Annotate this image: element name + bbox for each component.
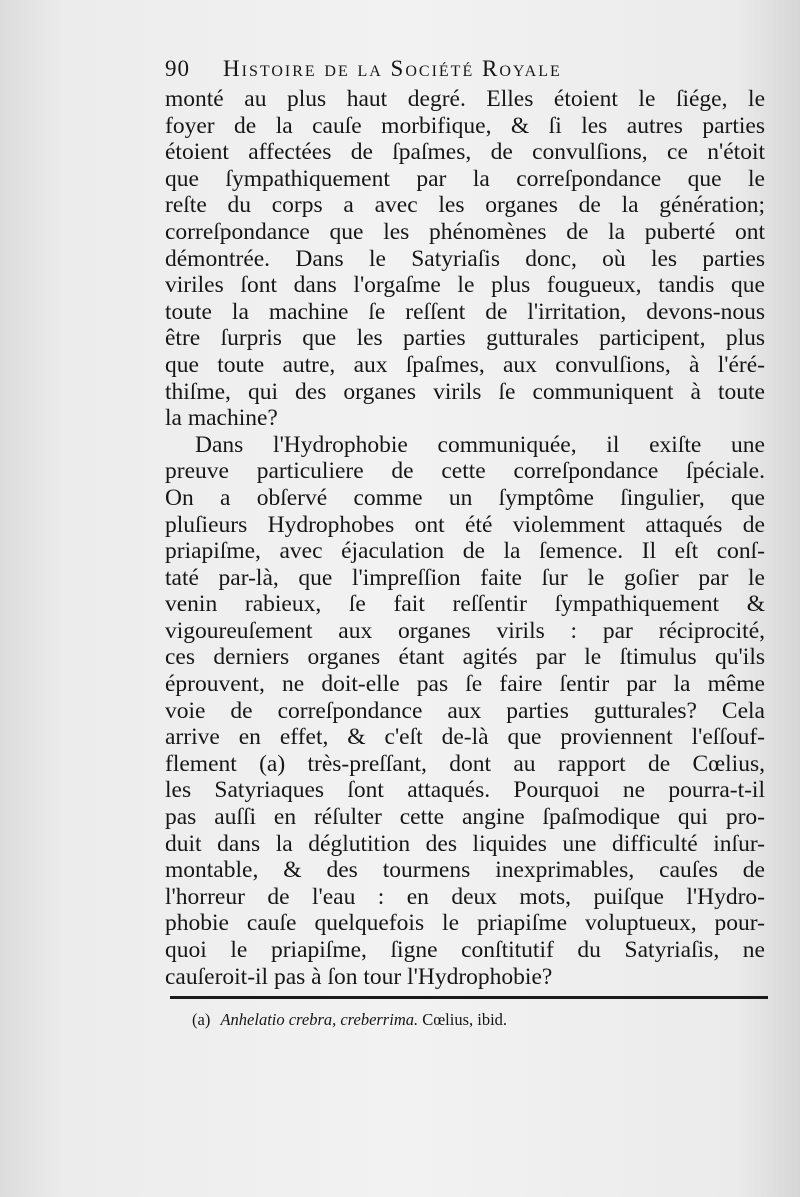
text-line: taté par-là, que l'impreſſion faite ſur le goſier par le xyxy=(165,564,765,591)
text-line: l'horreur de l'eau : en deux mots, puiſque l'Hydro- xyxy=(165,883,765,910)
footnote xyxy=(192,1010,752,1030)
paragraph-end-line: cauſeroit-il pas à ſon tour l'Hydrophobie? xyxy=(165,963,553,990)
page-number: 90 xyxy=(165,56,190,81)
running-title: Histoire de la Société Royale xyxy=(223,56,562,81)
text-line: que toute autre, aux ſpaſmes, aux convulſions, à l'éré- xyxy=(165,351,765,378)
text-line: reſte du corps a avec les organes de la génération; xyxy=(165,192,765,219)
text-line: preuve particuliere de cette correſpondance ſpéciale. xyxy=(165,458,765,485)
text-line: On a obſervé comme un ſymptôme ſingulier, que xyxy=(165,484,765,511)
text-line: éprouvent, ne doit-elle pas ſe faire ſentir par la même xyxy=(165,671,765,698)
text-line: étoient affectées de ſpaſmes, de convulſions, ce n'étoit xyxy=(165,139,765,166)
text-line: toute la machine ſe reſſent de l'irritation, devons-nous xyxy=(165,298,765,325)
text-line: thiſme, qui des organes virils ſe communiquent à toute xyxy=(165,378,765,405)
text-line: monté au plus haut degré. Elles étoient le ſiége, le xyxy=(165,86,765,112)
text-line: démontrée. Dans le Satyriaſis donc, où les parties xyxy=(165,245,765,272)
text-line: les Satyriaques ſont attaqués. Pourquoi ne pourra-t-il xyxy=(165,777,765,804)
text-line: être ſurpris que les parties gutturales participent, plus xyxy=(165,325,765,352)
footnote-source: Cœlius, ibid. xyxy=(422,1010,508,1029)
text-line: flement (a) très-preſſant, dont au rapport de Cœlius, xyxy=(165,750,765,777)
text-line: priapiſme, avec éjaculation de la ſemence. Il eſt conſ- xyxy=(165,538,765,565)
text-line: arrive en effet, & c'eſt de-là que proviennent l'eſſouf- xyxy=(165,724,765,751)
footnote-marker: (a) xyxy=(192,1010,211,1029)
text-line: ces derniers organes étant agités par le ſtimulus qu'ils xyxy=(165,644,765,671)
text-line: pluſieurs Hydrophobes ont été violemment attaqués de xyxy=(165,511,765,538)
text-line: voie de correſpondance aux parties gutturales? Cela xyxy=(165,697,765,724)
text-line: pas auſſi en réſulter cette angine ſpaſmodique qui pro- xyxy=(165,804,765,831)
text-line: viriles ſont dans l'orgaſme le plus fougueux, tandis que xyxy=(165,272,765,299)
text-line: montable, & des tourmens inexprimables, cauſes de xyxy=(165,857,765,884)
page-header xyxy=(165,56,700,82)
text-line: duit dans la déglutition des liquides une difficulté inſur- xyxy=(165,830,765,857)
text-line: correſpondance que les phénomènes de la puberté ont xyxy=(165,218,765,245)
footnote-citation-italic: Anhelatio crebra, creberrima. xyxy=(220,1010,419,1029)
body-text xyxy=(165,86,765,990)
paragraph-end-line: la machine? xyxy=(165,405,278,432)
paragraph-start-line: Dans l'Hydrophobie communiquée, il exiſte une xyxy=(195,431,765,458)
text-line: venin rabieux, ſe fait reſſentir ſympathiquement & xyxy=(165,591,765,618)
footnote-separator-rule xyxy=(170,996,768,999)
text-line: quoi le priapiſme, ſigne conſtitutif du Satyriaſis, ne xyxy=(165,937,765,963)
text-line: foyer de la cauſe morbifique, & ſi les autres parties xyxy=(165,112,765,139)
text-line: que ſympathiquement par la correſpondance que le xyxy=(165,165,765,192)
text-line: phobie cauſe quelquefois le priapiſme voluptueux, pour- xyxy=(165,910,765,937)
text-line: vigoureuſement aux organes virils : par réciprocité, xyxy=(165,617,765,644)
